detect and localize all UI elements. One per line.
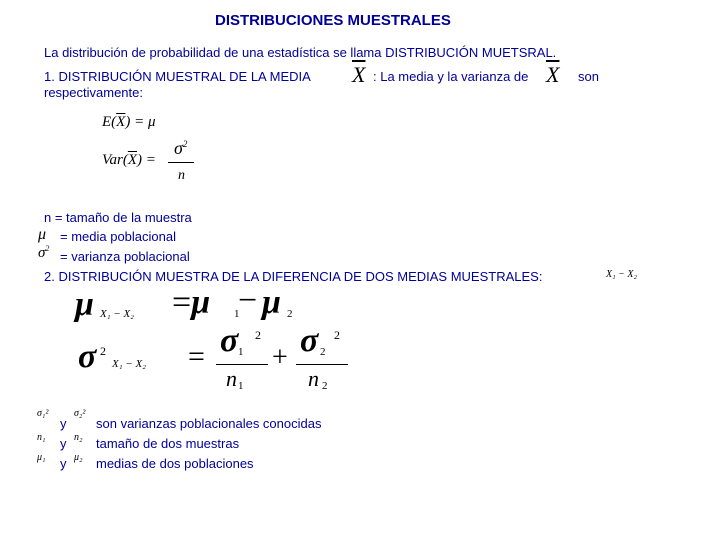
legend-row-3-sym-a: μ₁ bbox=[37, 452, 46, 463]
formula-variance-bar bbox=[168, 162, 194, 163]
var-plus: + bbox=[272, 342, 288, 373]
mu-symbol: μ bbox=[38, 226, 47, 243]
legend-row-1-sym-b: σ₂² bbox=[74, 408, 86, 419]
def-sigma: = varianza poblacional bbox=[60, 249, 190, 264]
section1-heading-d: respectivamente: bbox=[44, 85, 143, 100]
var-frac2-den-sub: 2 bbox=[322, 380, 328, 392]
var-diff-sigma: σ bbox=[78, 338, 97, 375]
mean-diff-mu2: μ bbox=[262, 284, 281, 321]
var-frac2-num-exp: 2 bbox=[334, 328, 340, 342]
section2-heading-symbol: X₁ − X₂ bbox=[606, 269, 637, 280]
def-mu: = media poblacional bbox=[60, 229, 176, 244]
var-frac1-bar bbox=[216, 364, 268, 365]
mean-diff-sub2: 2 bbox=[287, 308, 293, 320]
mean-diff-sub: X₁ − X₂ bbox=[100, 308, 135, 320]
legend-row-1-y: y bbox=[60, 416, 67, 431]
legend-row-2-sym-b: n₂ bbox=[74, 432, 83, 443]
def-n: n = tamaño de la muestra bbox=[44, 210, 192, 225]
var-frac2-num: σ bbox=[300, 322, 319, 359]
xbar-symbol: $\overline{X}$ bbox=[352, 62, 366, 87]
page-title: DISTRIBUCIONES MUESTRALES bbox=[215, 12, 451, 29]
section1-heading-c: son bbox=[578, 69, 599, 84]
legend-row-2-text: tamaño de dos muestras bbox=[96, 436, 240, 451]
legend-row-3-text: medias de dos poblaciones bbox=[96, 456, 254, 471]
legend-row-2-sym-a: n₁ bbox=[37, 432, 46, 443]
section1-heading bbox=[44, 69, 311, 85]
legend-row-3-sym-b: μ₂ bbox=[74, 452, 83, 463]
mean-diff-rhs: =μ bbox=[172, 284, 211, 321]
formula-variance-den: n bbox=[178, 168, 185, 183]
var-frac1-num: σ bbox=[220, 322, 239, 359]
sigma-symbol: $\sigma^2$ bbox=[38, 244, 50, 261]
var-diff-exp: 2 bbox=[100, 344, 106, 358]
legend-row-1-text: son varianzas poblacionales conocidas bbox=[96, 416, 322, 431]
var-frac1-den-sub: 1 bbox=[238, 380, 244, 392]
legend-row-1-sym-a: σ₁² bbox=[37, 408, 49, 419]
section1-heading-b: : La media y la varianza de bbox=[373, 69, 529, 84]
var-diff-eq: = bbox=[188, 340, 205, 373]
var-frac1-num-exp: 2 bbox=[255, 328, 261, 342]
mean-diff-minus: − bbox=[238, 282, 258, 319]
formula-mean: $E(\overline{X}) = \mu$ bbox=[102, 114, 156, 130]
section2-heading: 2. DISTRIBUCIÓN MUESTRA DE LA DIFERENCIA DE DOS MEDIAS MUESTRALES: bbox=[44, 269, 543, 284]
xbar-symbol-2: $\overline{X}$ bbox=[546, 62, 560, 87]
var-frac1-num-sub: 1 bbox=[238, 346, 244, 358]
var-frac2-den: n bbox=[308, 366, 319, 391]
legend-row-3-y: y bbox=[60, 456, 67, 471]
var-frac2-bar bbox=[296, 364, 348, 365]
mean-diff-formula: μ bbox=[75, 286, 94, 323]
formula-variance: $Var(\overline{X})$ = bbox=[102, 152, 156, 168]
mean-diff-sub1: 1 bbox=[234, 308, 240, 320]
legend-row-2-y: y bbox=[60, 436, 67, 451]
section1-heading-a: 1. DISTRIBUCIÓN MUESTRAL DE LA MEDIA bbox=[44, 69, 311, 84]
var-diff-sub: X₁ − X₂ bbox=[112, 358, 147, 370]
var-frac2-num-sub: 2 bbox=[320, 346, 326, 358]
formula-variance-num: $\sigma^2$ bbox=[174, 138, 188, 158]
var-frac1-den: n bbox=[226, 366, 237, 391]
intro-text: La distribución de probabilidad de una estadística se llama DISTRIBUCIÓN MUETSRAL. bbox=[44, 45, 557, 60]
